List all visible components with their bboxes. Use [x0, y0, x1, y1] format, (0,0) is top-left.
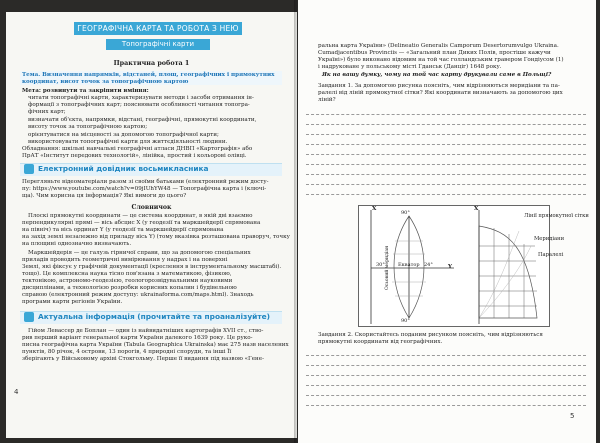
answer-line — [306, 184, 586, 185]
actual-line-0: Гійом Левассер де Боплан — один із найвидатніших картографів XVII ст., ство- — [28, 328, 264, 334]
goal-line-7: використовувати топографічні карти для життєдіяльності людини. — [28, 139, 228, 145]
label-lat-90-bottom: 90° — [401, 318, 410, 324]
section-electronic-title: Електронний довідник восьмикласника — [38, 164, 209, 173]
goal-line-2: формації з топографічних карт; пояснювати особливості читання топогра- — [28, 102, 250, 108]
task2-line-1: прямокутні координати від географічних. — [318, 339, 443, 345]
task2-line-0: Завдання 2. Скористайтесь поданим рисунком поясніть, чим відрізняються — [318, 332, 543, 338]
page-number-left: 4 — [14, 388, 19, 396]
info-icon — [24, 312, 34, 322]
meridian-lines — [479, 231, 531, 318]
answer-line — [306, 154, 586, 155]
intro-line-3: і надруковане у польському місті Гданськ (Данціг) 1648 року. — [318, 64, 502, 70]
dict-line-3: на захід землі незалежно від приладу вісь Y) (тому вказівка розташована праворуч, точку — [22, 234, 290, 240]
dict-line-0: Плоскі прямокутні координати — це система координат, в якій дві взаємно — [28, 213, 253, 219]
label-y-left: Y — [448, 264, 452, 270]
dict-line-4: на площині однозначно визначають. — [22, 241, 132, 247]
goal-line-6: орієнтуватися на місцевості за допомогою топографічної карти; — [28, 132, 219, 138]
answer-line — [306, 134, 586, 135]
page-number-right: 5 — [570, 412, 575, 420]
answer-line — [306, 164, 586, 165]
answer-line — [306, 405, 586, 406]
task1-line-0: Завдання 1. За допомогою рисунка поясніть, чим відрізняються меридіани та па- — [318, 83, 560, 89]
actual-line-1: рив перший варіант генеральної карти України далекого 1639 року. Це руко- — [22, 335, 253, 341]
dict-line-9: тектонікою, астрономо-геодезією, геологорозвідувальними науковими — [22, 278, 233, 284]
tema-line-2: координат, висот точок за топографічною картою — [22, 79, 189, 85]
electronic-line-1: пу: https://www.youtube.com/watch?v=09jIUhYW48 — Топографічна карта і (ключі- — [22, 186, 267, 192]
dict-line-10: дисциплінами, а технологією розробки корисних копалин і будівельною — [22, 285, 237, 291]
actual-line-3: пунктів, 80 річок, 4 острови, 13 порогів, 4 природні споруди, та інші Її — [22, 349, 232, 355]
section-subheader: Топографічні карти — [106, 39, 210, 50]
answer-line — [306, 194, 586, 195]
intro-line-2: Україні») було виконано відомим на той час голландським гравером Гондіусом (1) — [318, 57, 564, 63]
label-lat-90-top: 90° — [401, 210, 410, 216]
answer-line — [306, 114, 586, 115]
answer-line — [306, 365, 586, 366]
grid-zone-outline — [479, 226, 537, 318]
label-x-right: X — [474, 206, 479, 212]
dict-line-8: тощо). Це комплексна наука тісно пов'язана з математикою, фізикою, — [22, 271, 232, 277]
dict-line-11: справою (електронний режим доступу: ukrainaforma.com/maps.html). Знаходь — [22, 292, 254, 298]
task1-line-2: ліній? — [318, 97, 336, 103]
book-icon — [24, 164, 34, 174]
label-axial-meridian: Осьовий меридіан — [385, 245, 390, 290]
tema-line-1: Тема. Визначення напрямків, відстаней, площ, географічних і прямокутних — [22, 72, 275, 78]
label-parallels: Паралелі — [538, 252, 564, 258]
dict-line-2: на північ) та вісь ординат Y (у геодезії та маркшейдерії спрямована — [22, 227, 224, 233]
label-x-left: X — [372, 206, 377, 212]
answer-line — [306, 144, 586, 145]
answer-line — [306, 124, 586, 125]
label-meridians: Меридіани — [534, 236, 565, 242]
goal-line-9: ПрАТ «Інститут передових технологій», лінійка, простий і кольорові олівці. — [22, 153, 247, 159]
practical-title: Практична робота 1 — [113, 59, 190, 67]
answer-line — [306, 385, 586, 386]
label-lon-24: 24° — [424, 262, 433, 268]
label-lon-30: 30° — [376, 262, 385, 268]
dict-line-12: програми карти регіонів України. — [22, 299, 123, 305]
electronic-line-0: Перегляньте відеоматеріали разом зі своїми батьками (електронний режим досту- — [22, 179, 269, 185]
dict-line-7: Землі, які фіксує у графічній документації (креслення в інструментальному масштабі). — [22, 264, 282, 270]
answer-line — [306, 174, 586, 175]
goal-line-1: читати топографічні карти, характеризувати методи і засоби отримання ін- — [28, 95, 254, 101]
actual-line-2: писна географічна карта України (Tabula Geographica Ukrainska) має 275 назв населених — [22, 342, 289, 348]
answer-line — [306, 375, 586, 376]
goal-line-4: визначати об'єкта, напрямки, відстані, географічні, прямокутні координати, — [28, 117, 257, 123]
intro-line-1: Cumadjacentibus Provinciis — «Загальний план Диких Полів, простіше кажучи — [318, 50, 551, 56]
actual-line-4: зберігають у Військовому архіві Стокгольму. Перше її видання під назвою «Гене- — [22, 356, 264, 362]
intro-line-0: ральна карта України» (Delineatio Generalis Camporum Desertorumvulgo Ukraina. — [318, 43, 559, 49]
section-actual-title: Актуальна інформація (прочитайте та проаналізуйте) — [38, 312, 271, 321]
goal-line-3: фічних карт; — [28, 109, 66, 115]
label-grid-lines: Лінії прямокутної сітки — [524, 213, 589, 219]
dict-line-6: приладів проводить геометричні вимірювання у надрах і на поверхні — [22, 257, 228, 263]
chapter-header: ГЕОГРАФІЧНА КАРТА ТА РОБОТА З НЕЮ — [74, 22, 242, 35]
goal-line-8: Обладнання: шкільні навчальні географічні атласи ДНВП «Картографія» або — [22, 146, 253, 152]
dictionary-title: Словничок — [131, 204, 172, 211]
dict-line-5: Маркшейдерія — це галузь гірничої справи, що за допомогою спеціальних — [28, 250, 251, 256]
answer-line — [306, 395, 586, 396]
dict-line-1: перпендикулярні прямі — вісь абсцис X (у геодезії та маркшейдерії спрямована — [22, 220, 261, 226]
task1-line-1: ралелі від ліній прямокутної сітки? Які координати визначають за допомогою цих — [318, 90, 563, 96]
question-line: Як на вашу думку, чому на той час карту друкували саме в Польщі? — [322, 72, 552, 78]
label-equator: Екватор — [398, 262, 420, 268]
right-page — [298, 0, 596, 443]
goal-line-0: Мета: розвинути та закріпити вміння: — [22, 88, 149, 94]
left-page — [6, 12, 297, 438]
goal-line-5: висоту точок за топографічною картою; — [28, 124, 148, 130]
answer-line — [306, 355, 586, 356]
electronic-line-2: ща). Чим корисна ця інформація? Які вимоги до цього? — [22, 193, 187, 199]
